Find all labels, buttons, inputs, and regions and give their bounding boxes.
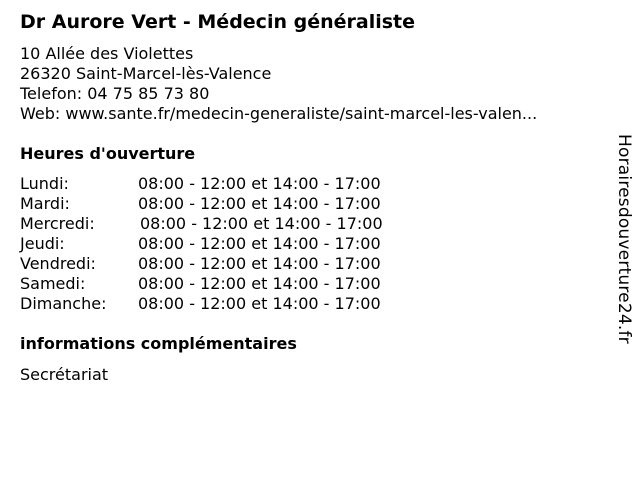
hours-value: 08:00 - 12:00 et 14:00 - 17:00 <box>140 214 383 233</box>
contact-block <box>20 44 537 124</box>
day-label: Mardi: <box>20 194 70 213</box>
brand-text: Horairesdouverture24.fr <box>614 134 634 344</box>
day-label: Vendredi: <box>20 254 96 273</box>
street-address: 10 Allée des Violettes <box>20 44 194 63</box>
day-label: Dimanche: <box>20 294 107 313</box>
day-label: Mercredi: <box>20 214 95 233</box>
website-link[interactable]: Web: www.sante.fr/medecin-generaliste/saint-marcel-les-valen... <box>20 104 538 123</box>
brand-watermark <box>614 134 634 344</box>
hours-value: 08:00 - 12:00 et 14:00 - 17:00 <box>138 234 381 253</box>
day-label: Samedi: <box>20 274 86 293</box>
hours-value: 08:00 - 12:00 et 14:00 - 17:00 <box>138 194 381 213</box>
phone-number: Telefon: 04 75 85 73 80 <box>20 84 210 103</box>
page-title: Dr Aurore Vert - Médecin généraliste <box>20 11 415 33</box>
additional-info-value: Secrétariat <box>20 365 109 384</box>
day-label: Lundi: <box>20 174 69 193</box>
city-address: 26320 Saint-Marcel-lès-Valence <box>20 64 272 83</box>
hours-value: 08:00 - 12:00 et 14:00 - 17:00 <box>138 254 381 273</box>
hours-value: 08:00 - 12:00 et 14:00 - 17:00 <box>138 274 381 293</box>
hours-value: 08:00 - 12:00 et 14:00 - 17:00 <box>138 294 381 313</box>
day-label: Jeudi: <box>20 234 65 253</box>
hours-value: 08:00 - 12:00 et 14:00 - 17:00 <box>138 174 381 193</box>
additional-info-heading: informations complémentaires <box>20 334 297 353</box>
opening-hours-heading: Heures d'ouverture <box>20 144 196 163</box>
